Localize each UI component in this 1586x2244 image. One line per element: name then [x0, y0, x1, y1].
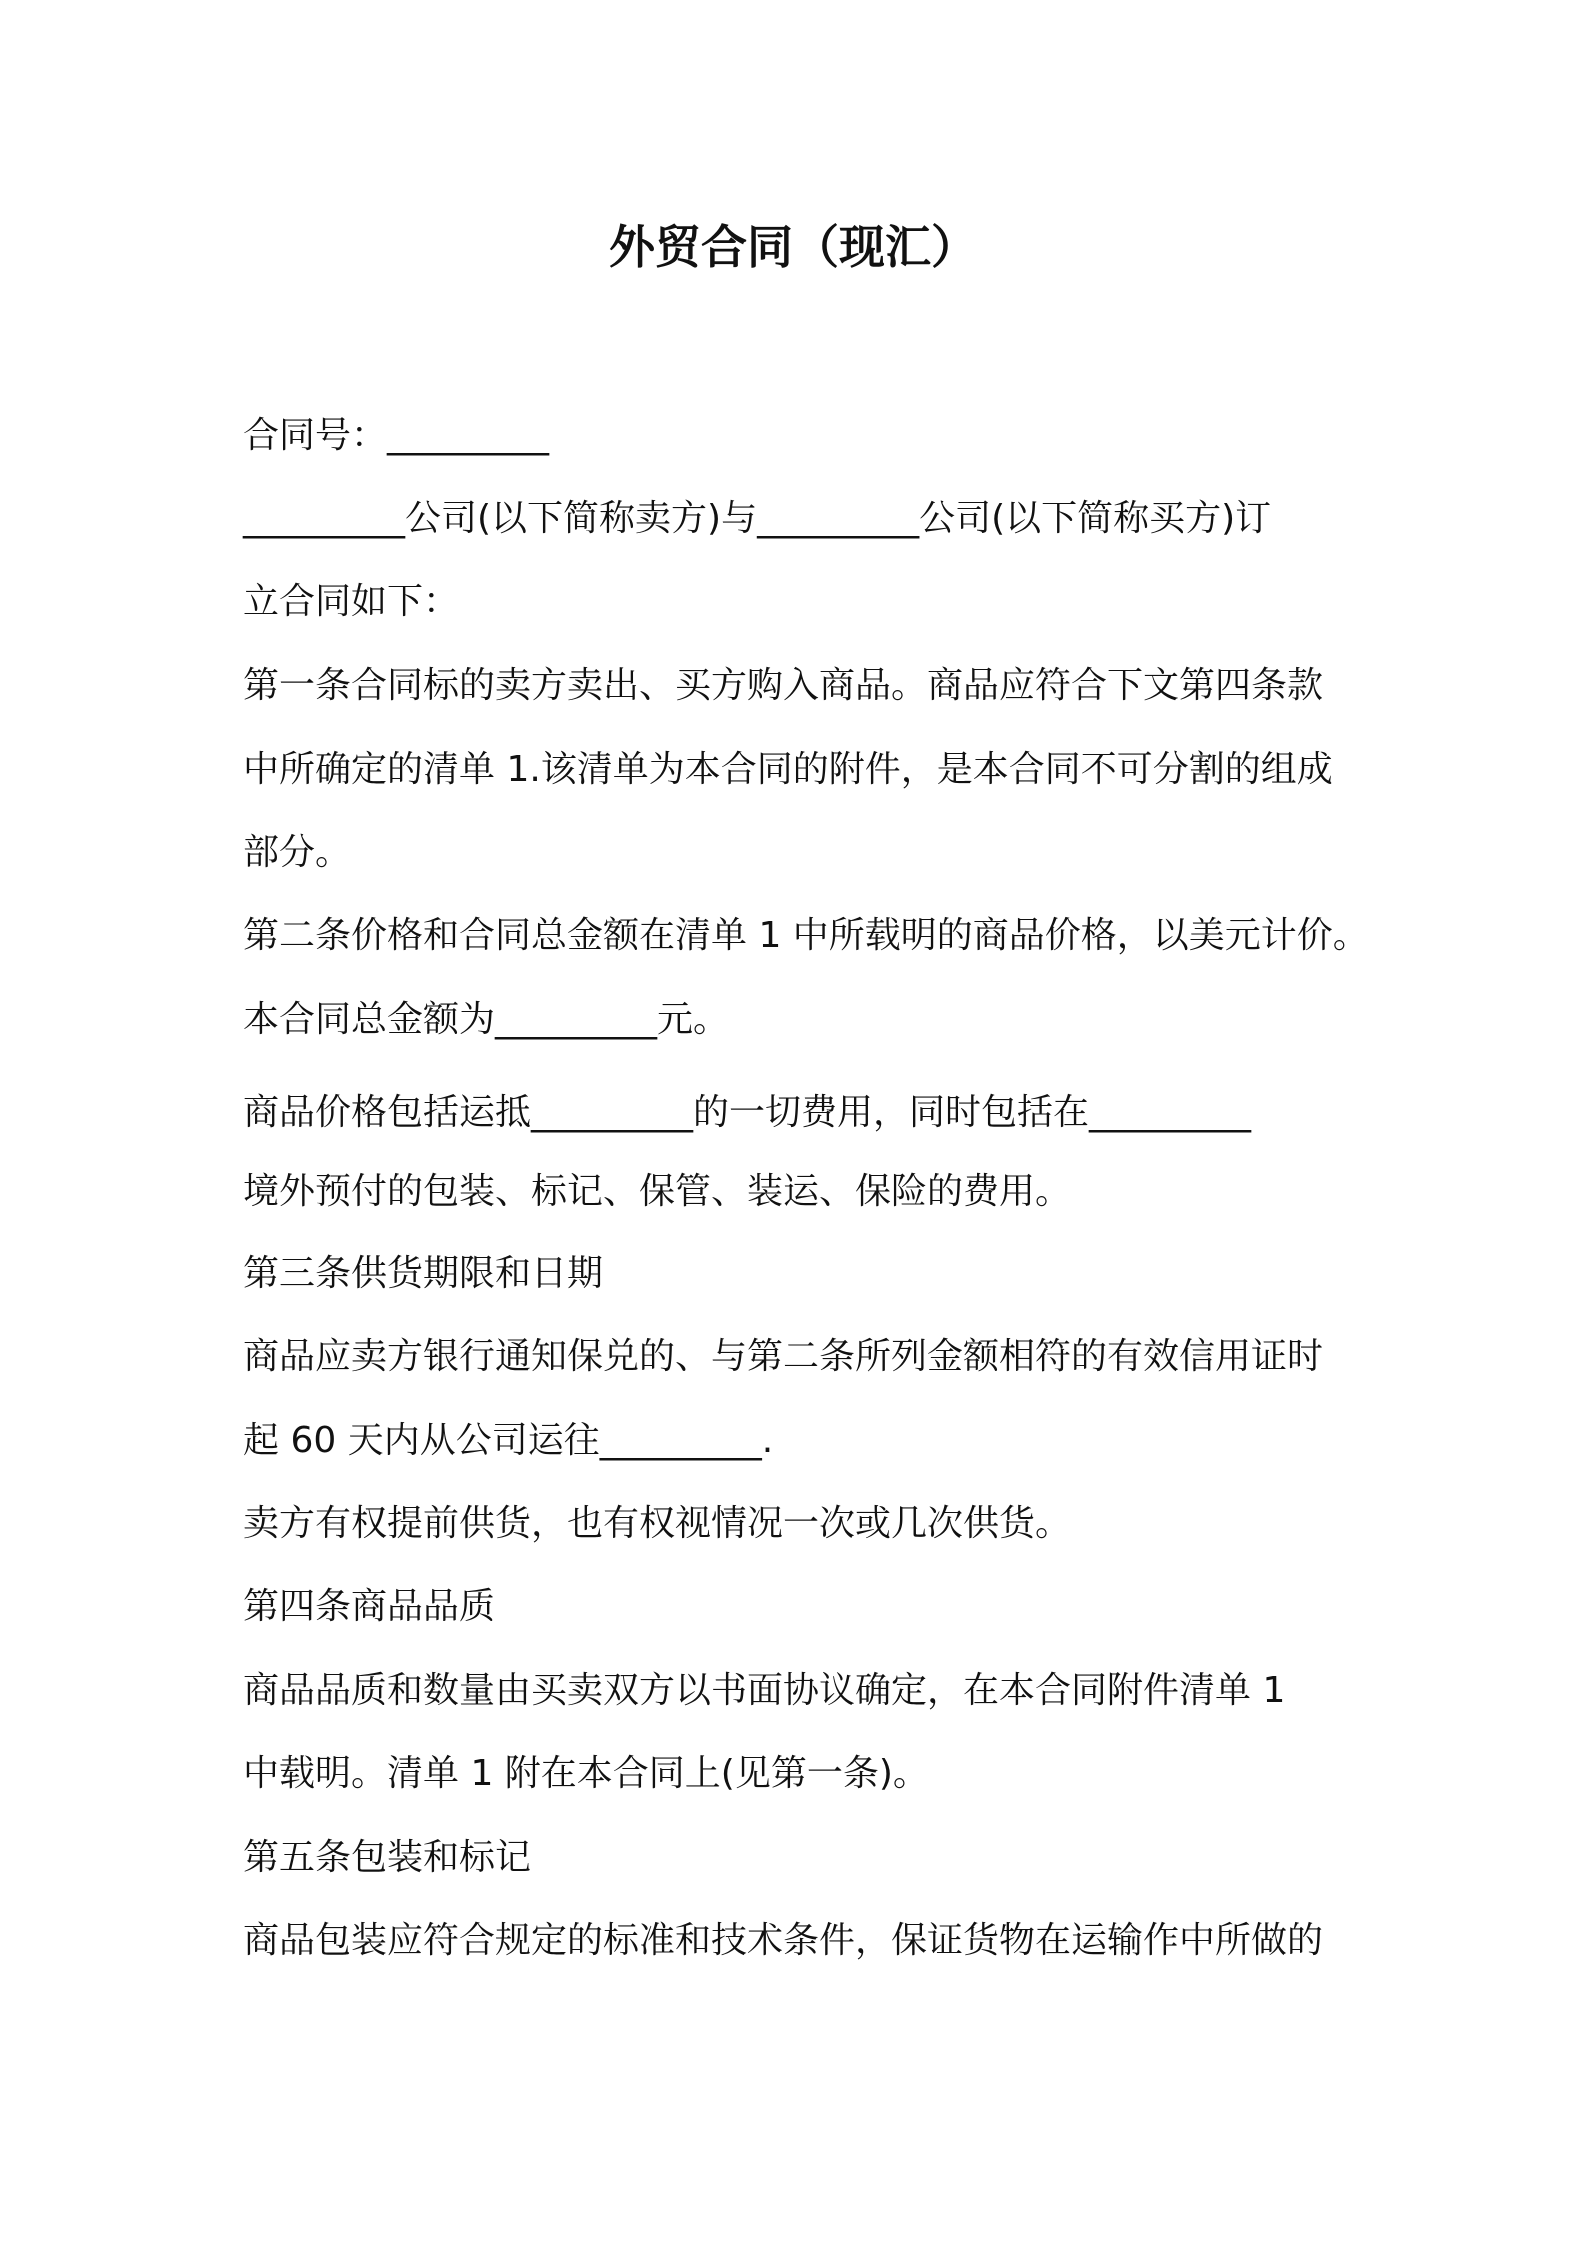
parties-line-continued: 立合同如下： — [243, 581, 460, 622]
article-5-line: 商品包装应符合规定的标准和技术条件，保证货物在运输作中所做的 — [243, 1920, 1324, 1961]
article-1-line: 部分。 — [243, 832, 352, 873]
article-4-heading: 第四条商品品质 — [243, 1586, 496, 1627]
contract-number-line: 合同号：_________ — [243, 415, 550, 456]
article-2-line: 境外预付的包装、标记、保管、装运、保险的费用。 — [243, 1171, 1072, 1212]
article-2-line: 本合同总金额为_________元。 — [243, 999, 730, 1040]
article-3-line: 商品应卖方银行通知保兑的、与第二条所列金额相符的有效信用证时 — [243, 1336, 1324, 1377]
article-3-heading: 第三条供货期限和日期 — [243, 1253, 604, 1294]
article-3-line: 卖方有权提前供货，也有权视情况一次或几次供货。 — [243, 1503, 1072, 1544]
article-1-line: 中所确定的清单 1.该清单为本合同的附件，是本合同不可分割的组成 — [243, 749, 1333, 790]
document-title: 外贸合同（现汇） — [609, 220, 977, 274]
article-4-line: 中载明。清单 1 附在本合同上(见第一条)。 — [243, 1753, 929, 1794]
parties-line: _________公司(以下简称卖方)与_________公司(以下简称买方)订 — [243, 498, 1272, 539]
article-3-line: 起 60 天内从公司运往_________. — [243, 1420, 774, 1461]
article-1-line: 第一条合同标的卖方卖出、买方购入商品。商品应符合下文第四条款 — [243, 665, 1324, 706]
article-4-line: 商品品质和数量由买卖双方以书面协议确定，在本合同附件清单 1 — [243, 1670, 1286, 1711]
article-2-line: 商品价格包括运抵_________的一切费用，同时包括在_________ — [243, 1092, 1252, 1133]
article-2-line: 第二条价格和合同总金额在清单 1 中所载明的商品价格，以美元计价。 — [243, 915, 1369, 956]
article-5-heading: 第五条包装和标记 — [243, 1837, 532, 1878]
